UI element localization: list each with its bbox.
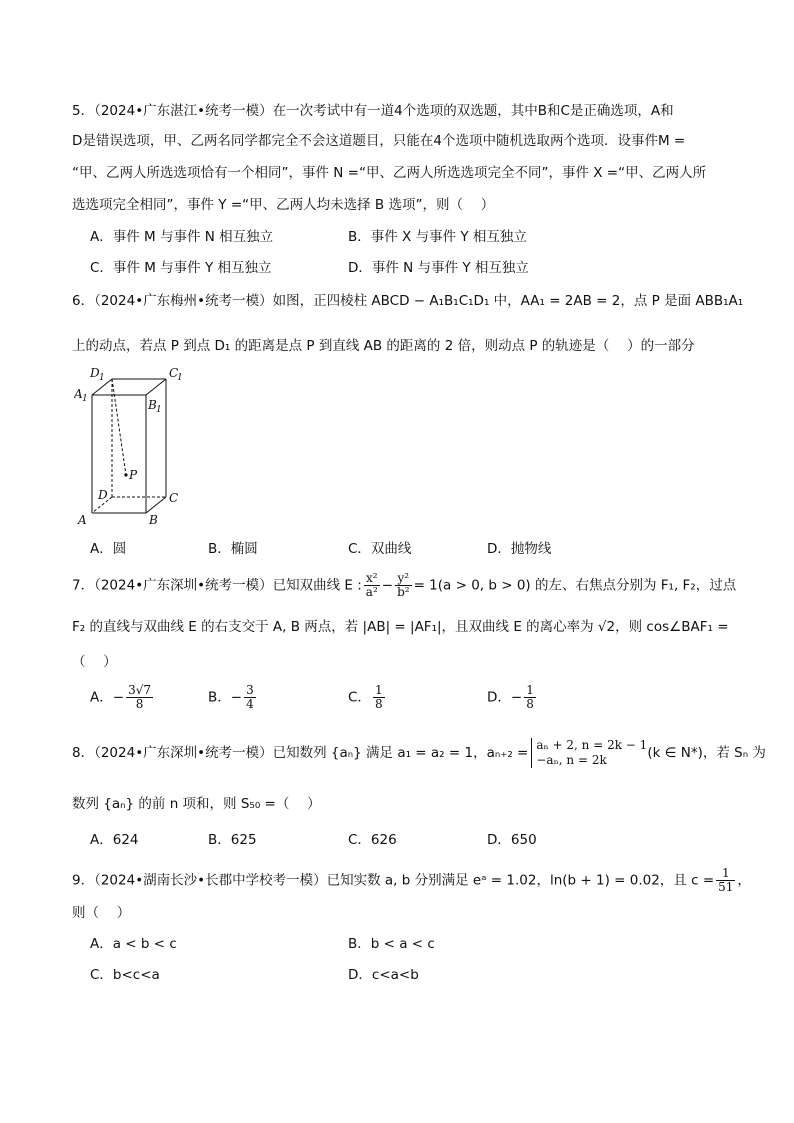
label-b1: B: [148, 398, 157, 412]
q7-line-3: （ ）: [72, 654, 117, 670]
svg-text:1: 1: [156, 405, 162, 415]
label-d: D: [98, 488, 108, 502]
segment-d1p: [112, 379, 126, 475]
q9-line-2: 则（ ）: [72, 905, 131, 921]
q8-option-b: B．625: [208, 832, 257, 848]
q5-line-4: 选选项完全相同”，事件 Y =“甲、乙两人均未选择 B 选项”，则（ ）: [72, 197, 495, 213]
q8-option-d: D．650: [487, 832, 537, 848]
piecewise: aₙ + 2, n = 2k − 1 −aₙ, n = 2k: [531, 738, 647, 768]
label-c1: C: [169, 367, 179, 380]
edge-b1c1: [146, 379, 166, 395]
prism-figure: [74, 367, 194, 532]
q5-option-a: A．事件 M 与事件 N 相互独立: [90, 229, 274, 245]
edge-bc: [146, 497, 166, 513]
label-p: P: [129, 468, 138, 482]
q6-option-d: D．抛物线: [487, 541, 552, 557]
q6-option-c: C．双曲线: [348, 541, 412, 557]
q7-option-a: A．− $\frac{3√7}{8}$: [90, 683, 151, 711]
q8-line-2: 数列 {aₙ} 的前 n 项和，则 S₅₀ =（ ）: [72, 796, 321, 812]
q6-option-b: B．椭圆: [208, 541, 258, 557]
svg-text:1: 1: [177, 373, 183, 383]
q5-line-3: “甲、乙两人所选选项恰有一个相同”，事件 N =“甲、乙两人所选选项完全不同”，事件 X =“甲、乙两人所: [72, 165, 707, 181]
q6-line-1: 6．（2024•广东梅州•统考一模）如图，正四棱柱 ABCD − A₁B₁C₁D₁ 中，AA₁ = 2AB = 2，点 P 是面 ABB₁A₁: [72, 293, 744, 309]
q5-option-b: B．事件 X 与事件 Y 相互独立: [348, 229, 527, 245]
q5-option-c: C．事件 M 与事件 Y 相互独立: [90, 260, 272, 276]
q7-option-d: D．− $\frac{1}{8}$: [487, 683, 534, 711]
frac-x2-a2: $\frac{\text{x²}}{\text{a²}}$: [365, 571, 378, 599]
label-c: C: [169, 491, 179, 505]
q7-line-1: 7．（2024•广东深圳•统考一模）已知双曲线 E : $\frac{\text{x²}}{\text{a²}}$ − $\frac{\text{y²}}{\text{b²}}$ = 1(a > 0, b > 0) 的左、右焦点分别为 F₁, F₂，过点: [72, 571, 737, 599]
q9-option-c: C．b<c<a: [90, 967, 160, 983]
q7-option-c: C． $\frac{1}{8}$: [348, 683, 383, 711]
q7-line-2: F₂ 的直线与双曲线 E 的右支交于 A, B 两点，若 |AB| = |AF₁|，且双曲线 E 的离心率为 √2，则 cos∠BAF₁ =: [72, 619, 729, 635]
q9-option-d: D．c<a<b: [348, 967, 419, 983]
svg-text:1: 1: [82, 394, 88, 404]
q5-line-2: D是错误选项，甲、乙两名同学都完全不会这道题目，只能在4个选项中随机选取两个选项．设事件M =: [72, 133, 686, 149]
svg-text:1: 1: [99, 373, 105, 383]
q7-option-b: B．− $\frac{3}{4}$: [208, 683, 254, 711]
q6-option-a: A．圆: [90, 541, 127, 557]
frac-c: $\frac{1}{51}$: [718, 866, 734, 894]
q5-line-1: 5．（2024•广东湛江•统考一模）在一次考试中有一道4个选项的双选题，其中B和C是正确选项，A和: [72, 103, 674, 119]
point-p: [124, 473, 127, 476]
label-a: A: [78, 513, 87, 527]
label-a1: A: [74, 387, 83, 401]
label-b: B: [149, 513, 158, 527]
q8-option-a: A．624: [90, 832, 139, 848]
q8-line-1: 8．（2024•广东深圳•统考一模）已知数列 {aₙ} 满足 a₁ = a₂ = 1，aₙ₊₂ = aₙ + 2, n = 2k − 1 −aₙ, n = 2k (k ∈ N*)，若 Sₙ 为: [72, 738, 766, 767]
q9-option-a: A．a < b < c: [90, 936, 177, 952]
label-d1: D: [90, 367, 100, 380]
q8-option-c: C．626: [348, 832, 397, 848]
q9-line-1: 9．（2024•湖南长沙•长郡中学校考一模）已知实数 a, b 分别满足 eᵃ = 1.02，ln(b + 1) = 0.02，且 c = $\frac{1}{51}$ ，: [72, 866, 751, 894]
q9-option-b: B．b < a < c: [348, 936, 435, 952]
q6-line-2: 上的动点，若点 P 到点 D₁ 的距离是点 P 到直线 AB 的距离的 2 倍，则动点 P 的轨迹是（ ）的一部分: [72, 338, 695, 354]
q5-option-d: D．事件 N 与事件 Y 相互独立: [348, 260, 529, 276]
frac-y2-b2: $\frac{\text{y²}}{\text{b²}}$: [397, 571, 410, 599]
